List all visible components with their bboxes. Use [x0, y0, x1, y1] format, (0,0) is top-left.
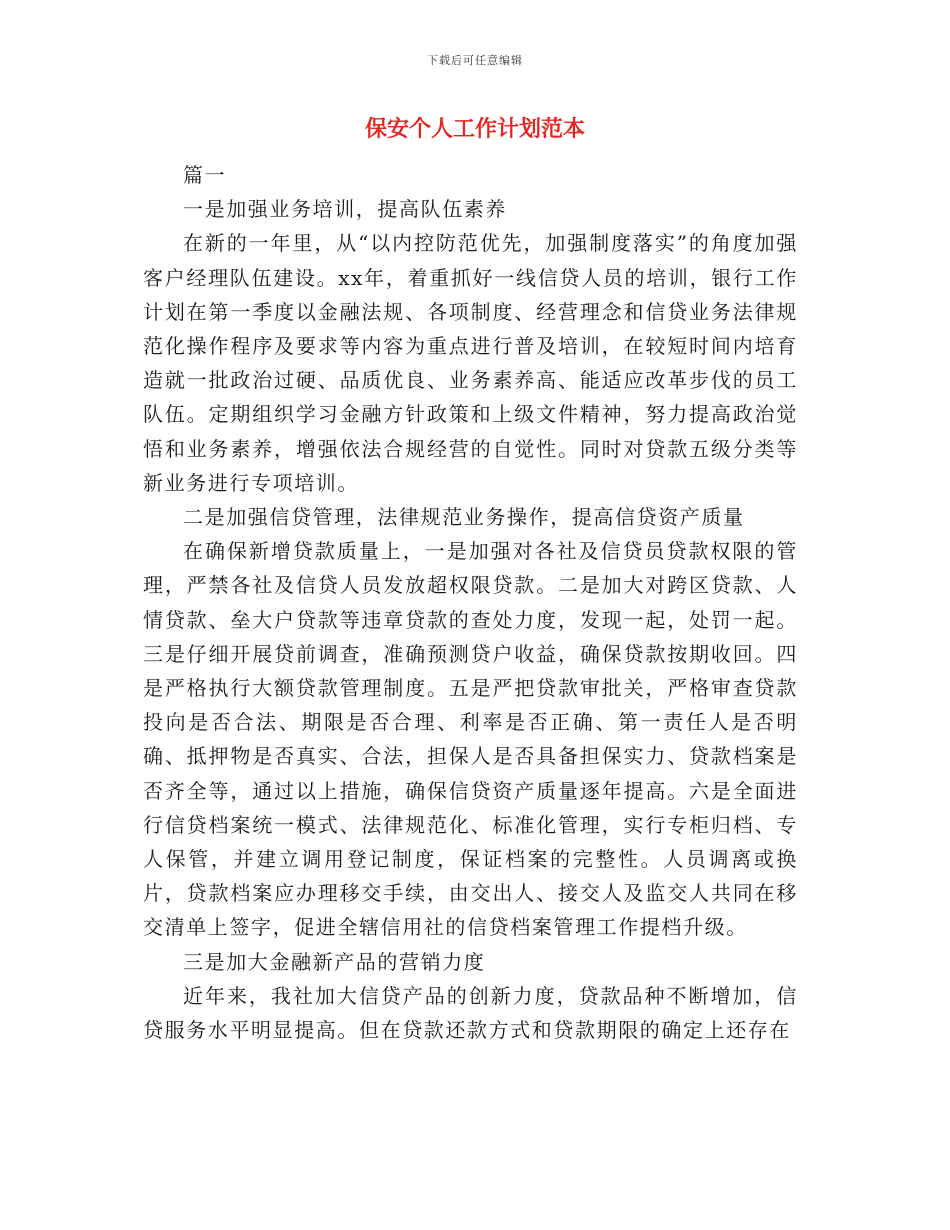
document-body: [143, 158, 798, 1047]
body-paragraph-2: 在确保新增贷款质量上，一是加强对各社及信贷员贷款权限的管理，严禁各社及信贷人员发放超权限贷款。二是加大对跨区贷款、人情贷款、垒大户贷款等违章贷款的查处力度，发现一起，处罚一起。三是仔细开展贷前调查，准确预测贷户收益，确保贷款按期收回。四是严格执行大额贷款管理制度。五是严把贷款审批关，严格审查贷款投向是否合法、期限是否合理、利率是否正确、第一责任人是否明确、抵押物是否真实、合法，担保人是否具备担保实力、贷款档案是否齐全等，通过以上措施，确保信贷资产质量逐年提高。六是全面进行信贷档案统一模式、法律规范化、标准化管理，实行专柜归档、专人保管，并建立调用登记制度，保证档案的完整性。人员调离或换片，贷款档案应办理移交手续，由交出人、接交人及监交人共同在移交清单上签字，促进全辖信用社的信贷档案管理工作提档升级。: [143, 539, 798, 940]
section-heading-1: 一是加强业务培训，提高队伍素养: [183, 197, 507, 222]
section-heading-2: 二是加强信贷管理，法律规范业务操作，提高信贷资产质量: [183, 505, 745, 530]
document-title: 保安个人工作计划范本: [364, 117, 585, 142]
body-paragraph-3: 近年来，我社加大信贷产品的创新力度，贷款品种不断增加，信贷服务水平明显提高。但在贷款还款方式和贷款期限的确定上还存在: [143, 983, 798, 1043]
body-paragraph-1: 在新的一年里，从“以内控防范优先，加强制度落实”的角度加强客户经理队伍建设。xx年，着重抓好一线信贷人员的培训，银行工作计划在第一季度以金融法规、各项制度、经营理念和信贷业务法律规范化操作程序及要求等内容为重点进行普及培训，在较短时间内培育造就一批政治过硬、品质优良、业务素养高、能适应改革步伐的员工队伍。定期组织学习金融方针政策和上级文件精神，努力提高政治觉悟和业务素养，增强依法合规经营的自觉性。同时对贷款五级分类等新业务进行专项培训。: [143, 231, 798, 495]
section-heading-3: 三是加大金融新产品的营销力度: [183, 949, 486, 974]
section-label: 篇一: [183, 163, 227, 187]
page-header-note: 下载后可任意编辑: [427, 54, 523, 67]
